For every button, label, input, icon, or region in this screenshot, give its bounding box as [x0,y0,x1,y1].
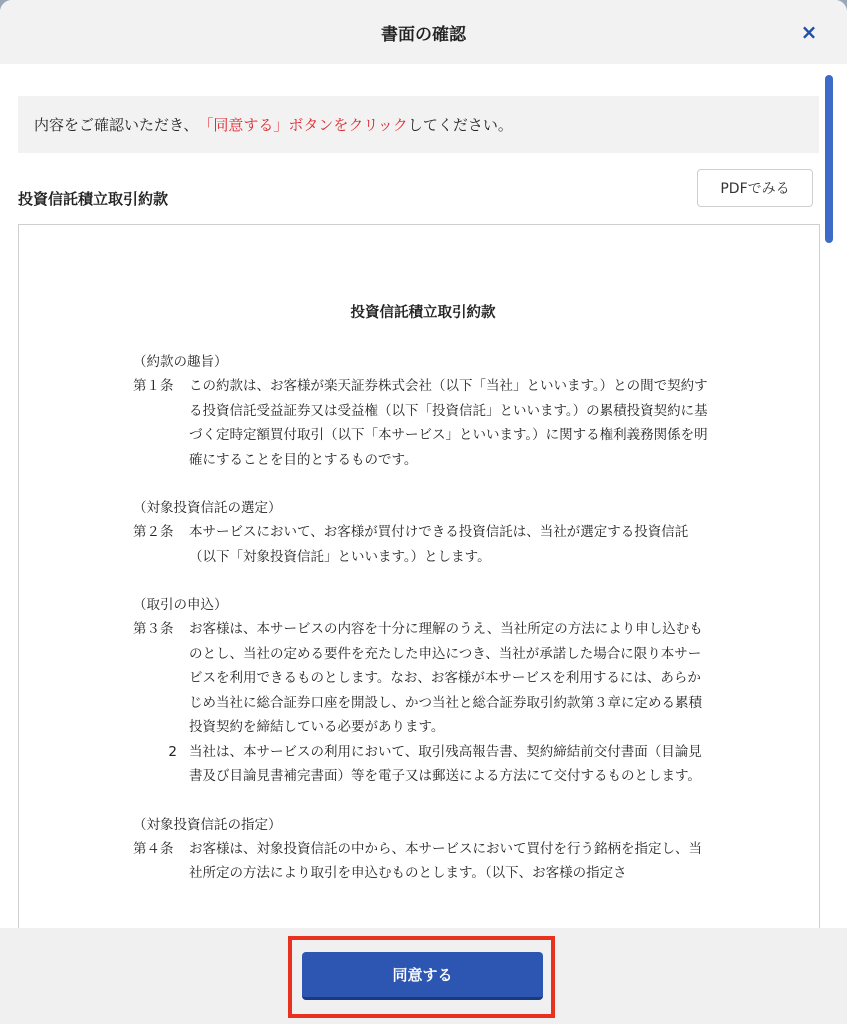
article-paragraph [133,740,713,789]
modal-title: 書面の確認 [381,24,466,45]
section-heading: （取引の申込） [133,597,228,613]
document-viewer[interactable] [18,224,820,928]
modal-header [0,0,847,64]
document-heading: 投資信託積立取引約款 [350,305,496,321]
notice-text-before: 内容をご確認いただき、 [34,116,199,134]
instruction-notice [18,96,819,153]
document-content [133,301,713,886]
article-number: 第３条 [133,621,174,637]
article-number: 第２条 [133,524,174,540]
section-heading: （対象投資信託の指定） [133,816,282,833]
article-number: 第４条 [133,840,174,857]
paragraph-number: 2 [168,743,177,760]
scrollbar-thumb[interactable] [825,75,833,243]
close-icon[interactable]: × [800,20,818,44]
article [133,520,713,569]
modal-body[interactable] [0,64,847,928]
agree-button[interactable]: 同意する [302,952,543,1000]
paragraph-text: 当社は、本サービスの利用において、取引残高報告書、契約締結前交付書面（目論見書及び目論見書補完書面）等を電子又は郵送による方法にて交付するものとします。 [189,743,702,784]
article [133,837,713,886]
section-heading: （対象投資信託の選定） [133,500,282,516]
article [133,617,713,740]
article-text: この約款は、お客様が楽天証券株式会社（以下「当社」といいます。）との間で契約する投資信託受益証券又は受益権（以下「投資信託」といいます。）の累積投資契約に基づく定時定額買付取引（以下「本サービス」といいます。）に関する権利義務関係を明確にすることを目的とするものです。 [189,378,708,468]
article-text: お客様は、対象投資信託の中から、本サービスにおいて買付を行う銘柄を指定し、当社所定の方法により取引を申込むものとします。（以下、お客様の指定さ [189,840,702,881]
article-text: 本サービスにおいて、お客様が買付けできる投資信託は、当社が選定する投資信託（以下「対象投資信託」といいます。）とします。 [189,524,689,565]
view-pdf-button[interactable]: PDFでみる [697,169,813,207]
article-number: 第１条 [133,378,174,394]
notice-text-highlight: 「同意する」ボタンをクリック [198,116,408,134]
article-text: お客様は、本サービスの内容を十分に理解のうえ、当社所定の方法により申し込むものとし、当社の定める要件を充たした申込につき、当社が承諾した場合に限り本サービスを利用できるものとします。なお、お客様が本サービスを利用するには、あらかじめ当社に総合証券口座を開設し、かつ当社と総合証券取引約款第３章に定める累積投資契約を締結している必要があります。 [189,621,703,735]
notice-text-after: してください。 [407,116,513,134]
document-title: 投資信託積立取引約款 [18,190,169,208]
section-heading: （約款の趣旨） [133,354,228,370]
article [133,374,713,472]
